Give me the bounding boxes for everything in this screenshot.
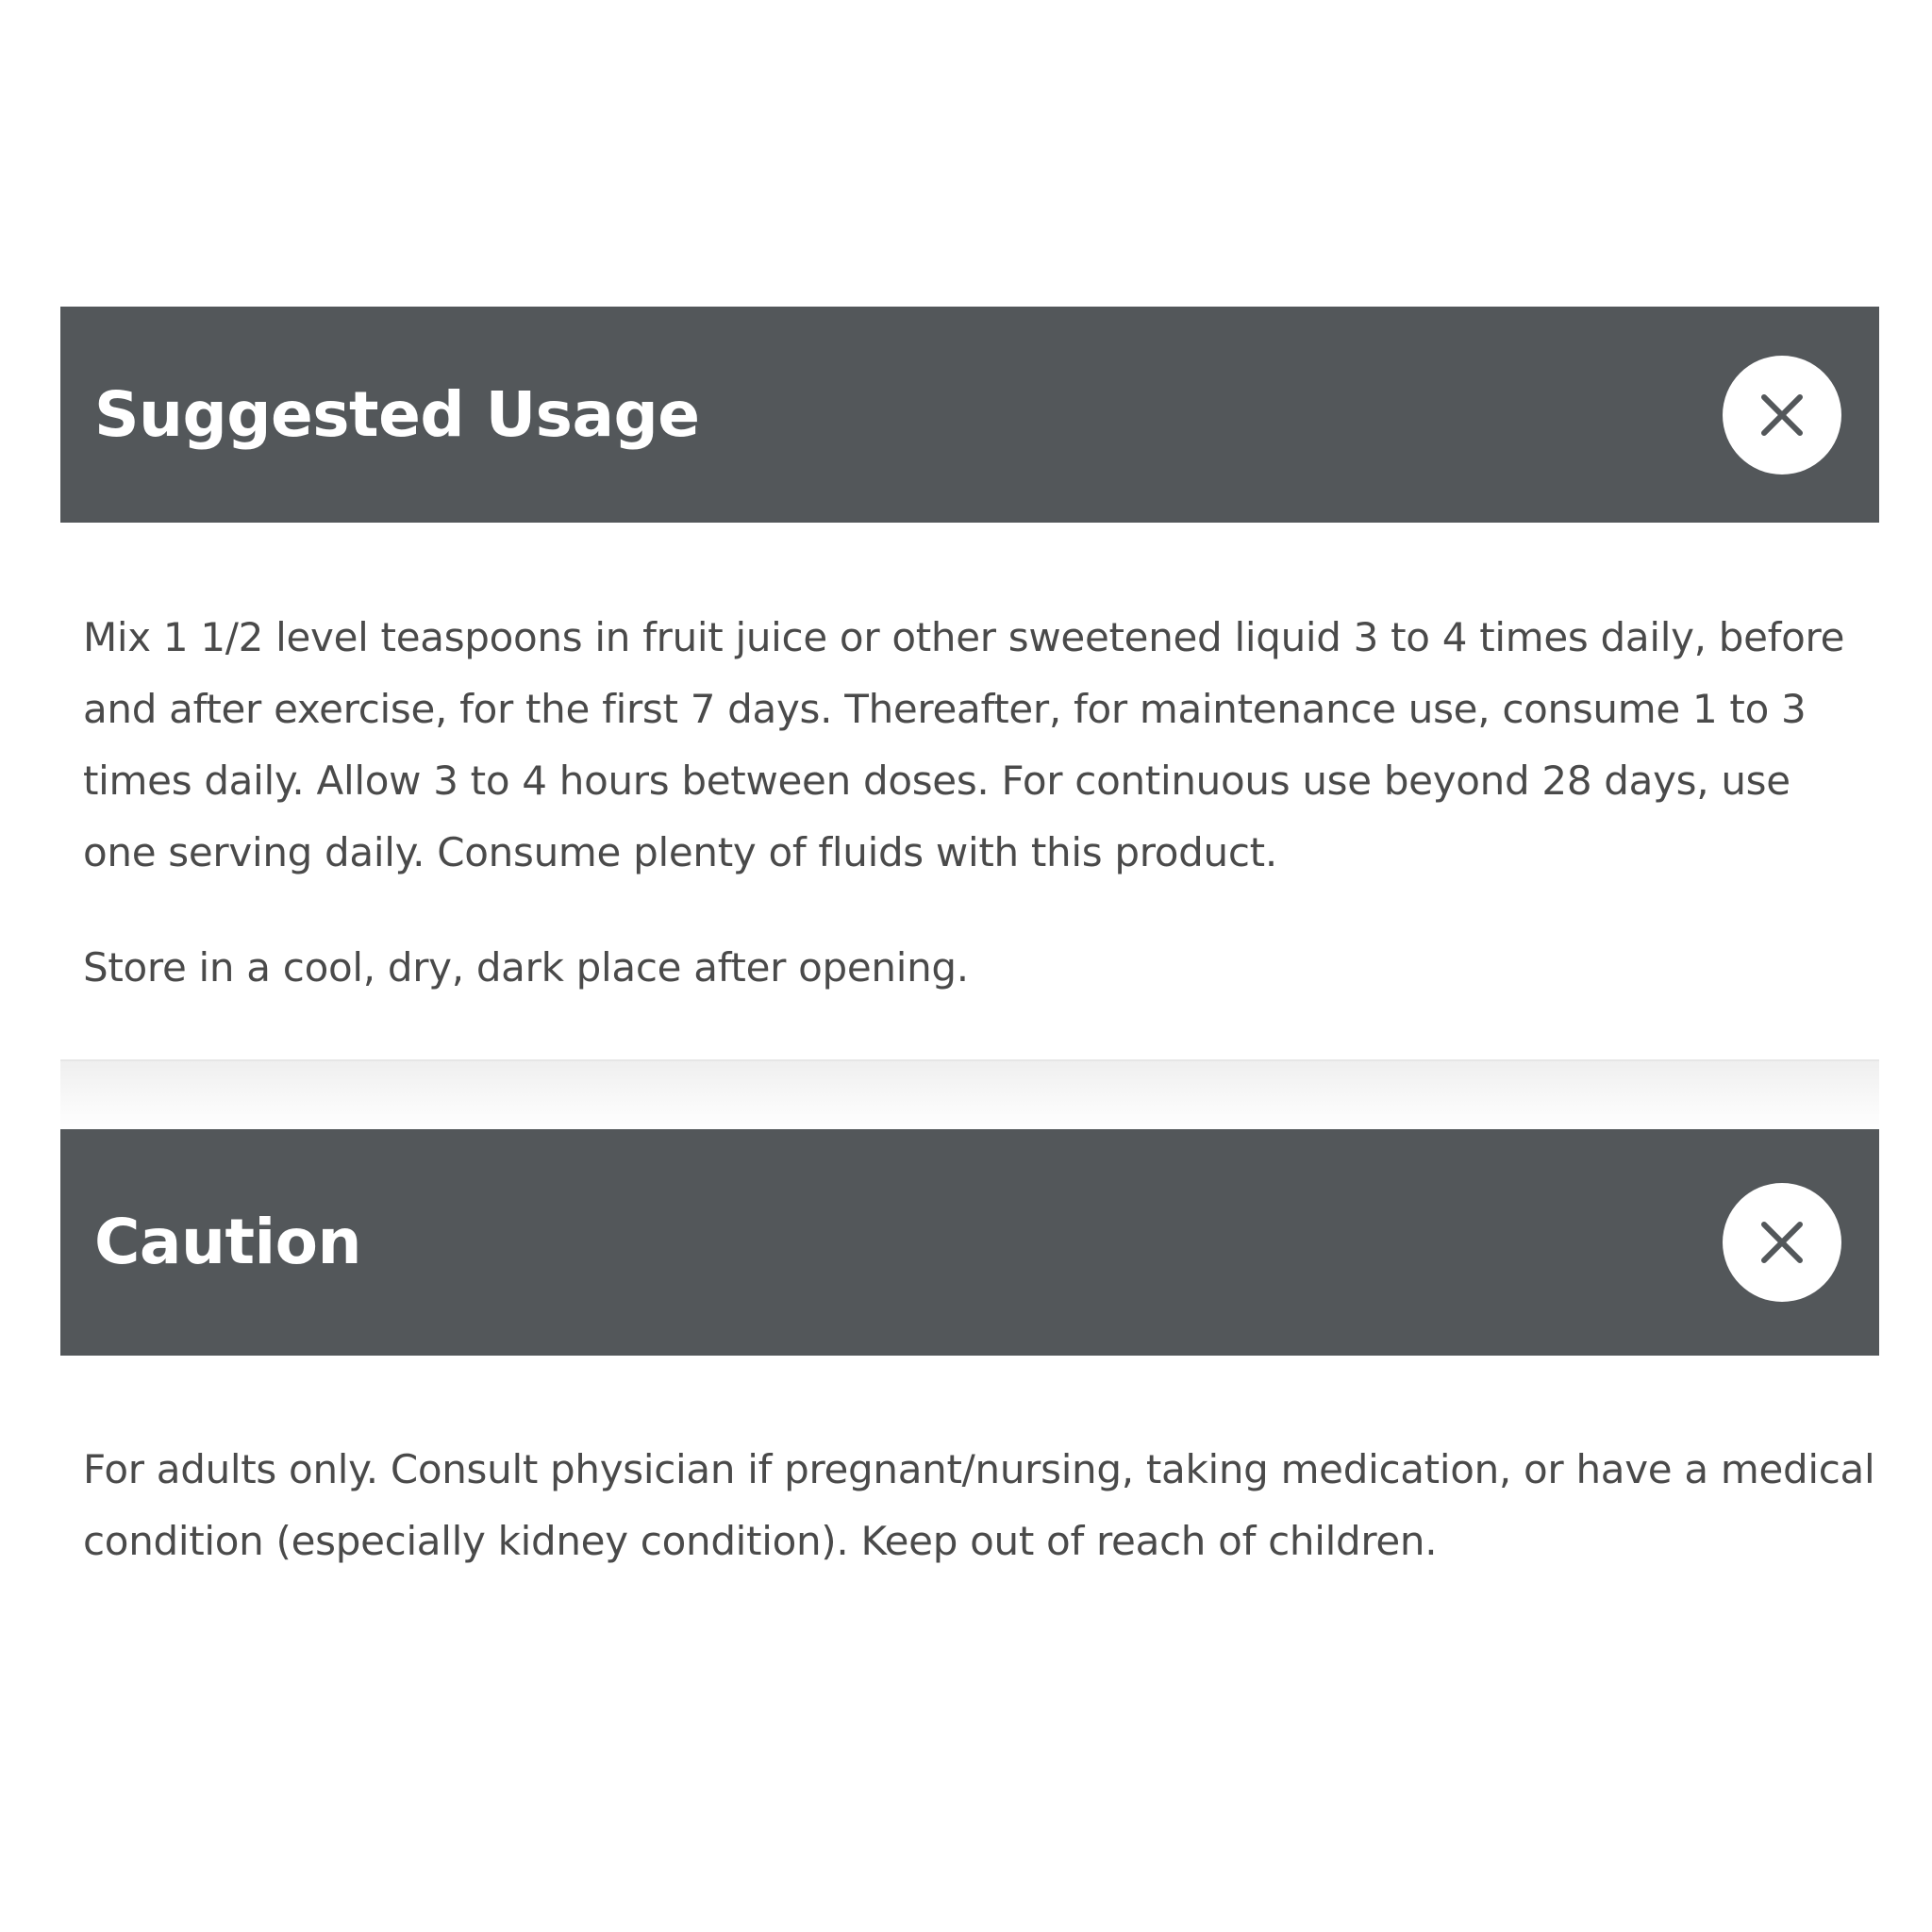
section-title: Suggested Usage — [94, 377, 700, 451]
close-button[interactable] — [1723, 356, 1841, 475]
close-icon — [1758, 1219, 1806, 1266]
section-body-text — [83, 602, 1875, 889]
caution-paragraph: For adults only. Consult physician if pregnant/nursing, taking medication, or have a medical condition (especially kidney condition). Keep out of reach of children. — [83, 1446, 1875, 1564]
close-button[interactable] — [1723, 1183, 1841, 1302]
usage-paragraph: Mix 1 1/2 level teaspoons in fruit juice or other sweetened liquid 3 to 4 times daily, before and after exercise, for the first 7 days. Thereafter, for maintenance use, consume 1 to 3 times daily. Allow 3 to 4 hours between doses. For continuous use beyond 28 days, use one serving daily. Consume plenty of fluids with this product. — [83, 614, 1845, 875]
section-body-text — [83, 1434, 1875, 1577]
accordion-header-caution[interactable] — [60, 1129, 1879, 1356]
section-title: Caution — [94, 1206, 361, 1278]
storage-paragraph: Store in a cool, dry, dark place after opening. — [83, 944, 969, 991]
close-icon — [1758, 391, 1806, 439]
section-body-text — [83, 932, 1875, 1004]
accordion-caution — [60, 1129, 1879, 1356]
section-divider — [60, 1059, 1879, 1131]
accordion-header-suggested-usage[interactable] — [60, 307, 1879, 523]
accordion-suggested-usage — [60, 307, 1879, 523]
